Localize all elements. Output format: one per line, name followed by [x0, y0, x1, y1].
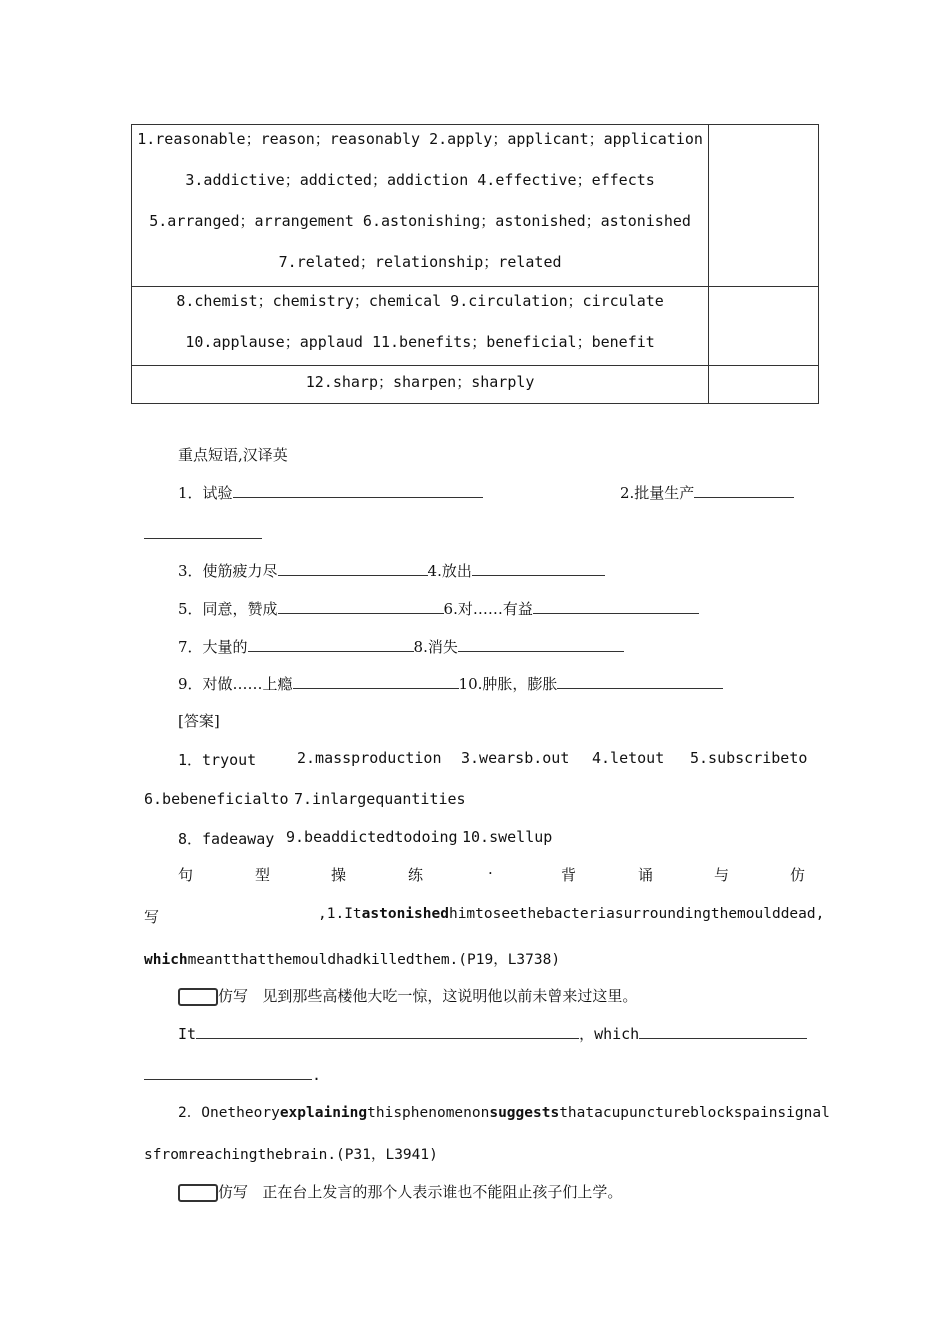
sentence-1-line2: whichmeantthatthemouldhadkilledthem.(P19，L3738) — [144, 952, 561, 968]
table-row — [132, 366, 819, 404]
table-line: 7.related；relationship；related — [278, 253, 562, 271]
table-cell-empty — [709, 287, 819, 366]
answer-blank[interactable] — [233, 483, 483, 498]
table-line: 8.chemist；chemistry；chemical 9.circulation；circulate — [176, 292, 664, 310]
answer-item: 10.swellup — [462, 828, 553, 846]
phrase-item: 1．试验 — [178, 482, 483, 503]
table-cell-empty — [709, 366, 819, 404]
table-line: 5.arranged；arrangement 6.astonishing；astonished；astonished — [149, 212, 691, 230]
answer-blank[interactable] — [278, 561, 428, 576]
answer-blank[interactable] — [278, 599, 444, 614]
table-line: 10.applause；applaud 11.benefits；beneficial；benefit — [185, 333, 655, 351]
answer-blank[interactable] — [196, 1024, 579, 1039]
answer-blank[interactable] — [639, 1024, 807, 1039]
phrase-item: 9．对做……上瘾 10.肿胀，膨胀 — [178, 673, 723, 694]
answer-blank[interactable] — [458, 637, 624, 652]
answer-blank[interactable] — [472, 561, 605, 576]
answer-blank[interactable] — [248, 637, 414, 652]
answer-blank[interactable] — [557, 674, 723, 689]
sentence-2-line2: sfromreachingthebrain.(P31，L3941) — [144, 1147, 438, 1163]
pencil-icon — [178, 1184, 218, 1202]
phrase-item — [144, 524, 262, 543]
answer-blank[interactable] — [144, 524, 262, 539]
table-cell-empty — [709, 125, 819, 287]
answer-blank[interactable] — [293, 674, 459, 689]
sentence-2-line1: 2．Onetheoryexplainingthisphenomenonsuggeststhatacupunctureblockspainsignal — [178, 1105, 830, 1121]
answer-item: 1．tryout — [178, 751, 257, 769]
phrases-heading: 重点短语,汉译英 — [178, 446, 288, 464]
table-row — [132, 125, 819, 287]
fill-line-1: It ，which — [178, 1023, 807, 1044]
answer-item: 5.subscribeto — [690, 749, 808, 767]
answer-item: 4.letout — [592, 749, 665, 767]
answer-item: 9.beaddictedtodoing — [286, 828, 458, 846]
answer-item: 6.bebeneficialto — [144, 790, 289, 808]
answer-item: 3.wearsb.out — [461, 749, 570, 767]
pencil-icon — [178, 988, 218, 1006]
answer-blank[interactable] — [694, 483, 794, 498]
answer-item: 7.inlargequantities — [294, 790, 466, 808]
section-title-end: 写 — [144, 908, 160, 926]
phrase-item: 7．大量的 8.消失 — [178, 636, 624, 657]
table-cell — [132, 287, 709, 366]
phrase-item: 2.批量生产 — [620, 482, 794, 503]
imitate-2: 仿写 正在台上发言的那个人表示谁也不能阻止孩子们上学。 — [178, 1181, 622, 1202]
answers-label: [答案] — [178, 712, 220, 730]
table-line: 3.addictive；addicted；addiction 4.effective；effects — [185, 171, 655, 189]
answer-item: 2.massproduction — [297, 749, 442, 767]
sentence-1-line1: ,1.Itastonishedhimtoseethebacteriasurroundingthemoulddead, — [318, 906, 825, 922]
table-line: 1.reasonable；reason；reasonably 2.apply；applicant；application — [137, 130, 703, 148]
answer-blank[interactable] — [144, 1065, 312, 1080]
answer-item: 8．fadeaway — [178, 830, 275, 848]
table-line: 12.sharp；sharpen；sharply — [305, 373, 535, 391]
imitate-1: 仿写 见到那些高楼他大吃一惊，这说明他以前未曾来过这里。 — [178, 985, 637, 1006]
fill-line-2: . — [144, 1065, 321, 1084]
answer-table — [131, 124, 819, 404]
answer-blank[interactable] — [533, 599, 699, 614]
table-row — [132, 287, 819, 366]
phrase-item: 5．同意，赞成 6.对……有益 — [178, 598, 699, 619]
phrase-item: 3．使筋疲力尽 4.放出 — [178, 560, 605, 581]
table-cell — [132, 366, 709, 404]
table-cell — [132, 125, 709, 287]
